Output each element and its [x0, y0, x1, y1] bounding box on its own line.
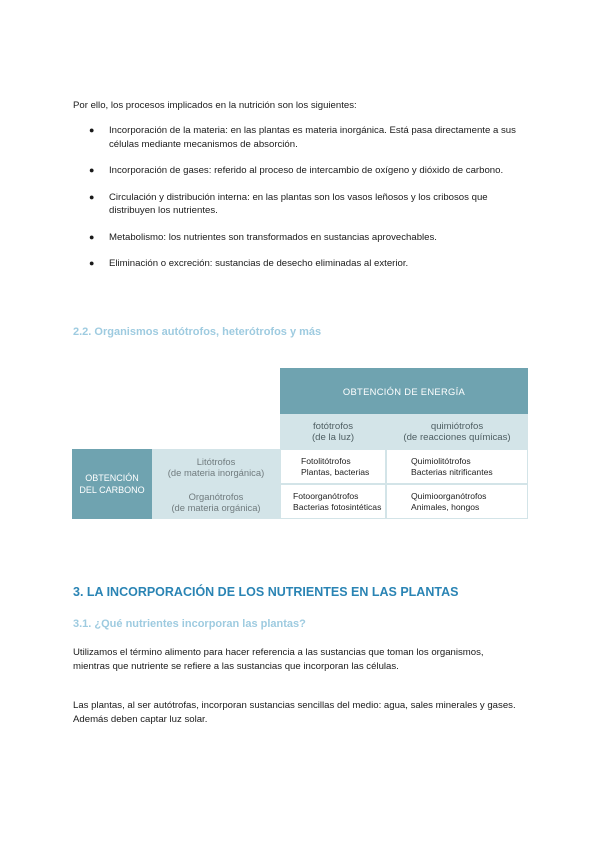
energy-header: OBTENCIÓN DE ENERGÍA [280, 368, 528, 414]
col-header-fototrofos: fotótrofos (de la luz) [280, 414, 386, 449]
section-heading-2-2: 2.2. Organismos autótrofos, heterótrofos y más [73, 326, 322, 338]
process-list [73, 124, 533, 284]
row-header-organotrofos: Organótrofos (de materia orgánica) [152, 484, 280, 519]
list-item: ● Metabolismo: los nutrientes son transformados en sustancias aprovechables. [89, 231, 437, 243]
cell-quimioorganotrofos: Quimioorganótrofos Animales, hongos [386, 484, 528, 519]
carbon-header: OBTENCIÓN DEL CARBONO [72, 449, 152, 519]
bullet-icon: ● [89, 258, 95, 268]
cell-fotolitotrofos: Fotolitótrofos Plantas, bacterias [280, 449, 386, 484]
bullet-icon: ● [89, 165, 95, 175]
paragraph-alimento: Utilizamos el término alimento para hacer referencia a las sustancias que toman los organismos, mientras que nutriente se refiere a las sustancias que incorporan las células. [73, 647, 484, 672]
bullet-icon: ● [89, 191, 95, 202]
cell-quimiolitotrofos: Quimiolitótrofos Bacterias nitrificantes [386, 449, 528, 484]
row-header-litotrofos: Litótrofos (de materia inorgánica) [152, 449, 280, 484]
list-item: ● Circulación y distribución interna: en las plantas son los vasos leñosos y los cribosos que distribuyen los nutrientes. [89, 191, 488, 216]
paragraph-plantas: Las plantas, al ser autótrofas, incorporan sustancias sencillas del medio: agua, sales minerales y gases. Además deben captar luz solar. [73, 700, 516, 725]
bullet-icon: ● [89, 231, 95, 242]
cell-fotoorganotrofos: Fotoorganótrofos Bacterias fotosintéticas [280, 484, 386, 519]
list-item: ● Incorporación de gases: referido al proceso de intercambio de oxígeno y dióxido de carbono. [89, 165, 504, 176]
list-item: ● Incorporación de la materia: en las plantas es materia inorgánica. Está pasa directamente a sus células mediante mecanismos de absorción. [89, 125, 516, 150]
section-heading-3-1: 3.1. ¿Qué nutrientes incorporan las plantas? [73, 618, 306, 630]
col-header-quimiotrofos: quimiótrofos (de reacciones químicas) [386, 414, 528, 449]
list-item: ● Eliminación o excreción: sustancias de desecho eliminadas al exterior. [89, 258, 409, 269]
section-heading-3: 3. LA INCORPORACIÓN DE LOS NUTRIENTES EN LAS PLANTAS [73, 585, 459, 599]
intro-paragraph: Por ello, los procesos implicados en la nutrición son los siguientes: [73, 100, 357, 111]
bullet-icon: ● [89, 125, 95, 135]
